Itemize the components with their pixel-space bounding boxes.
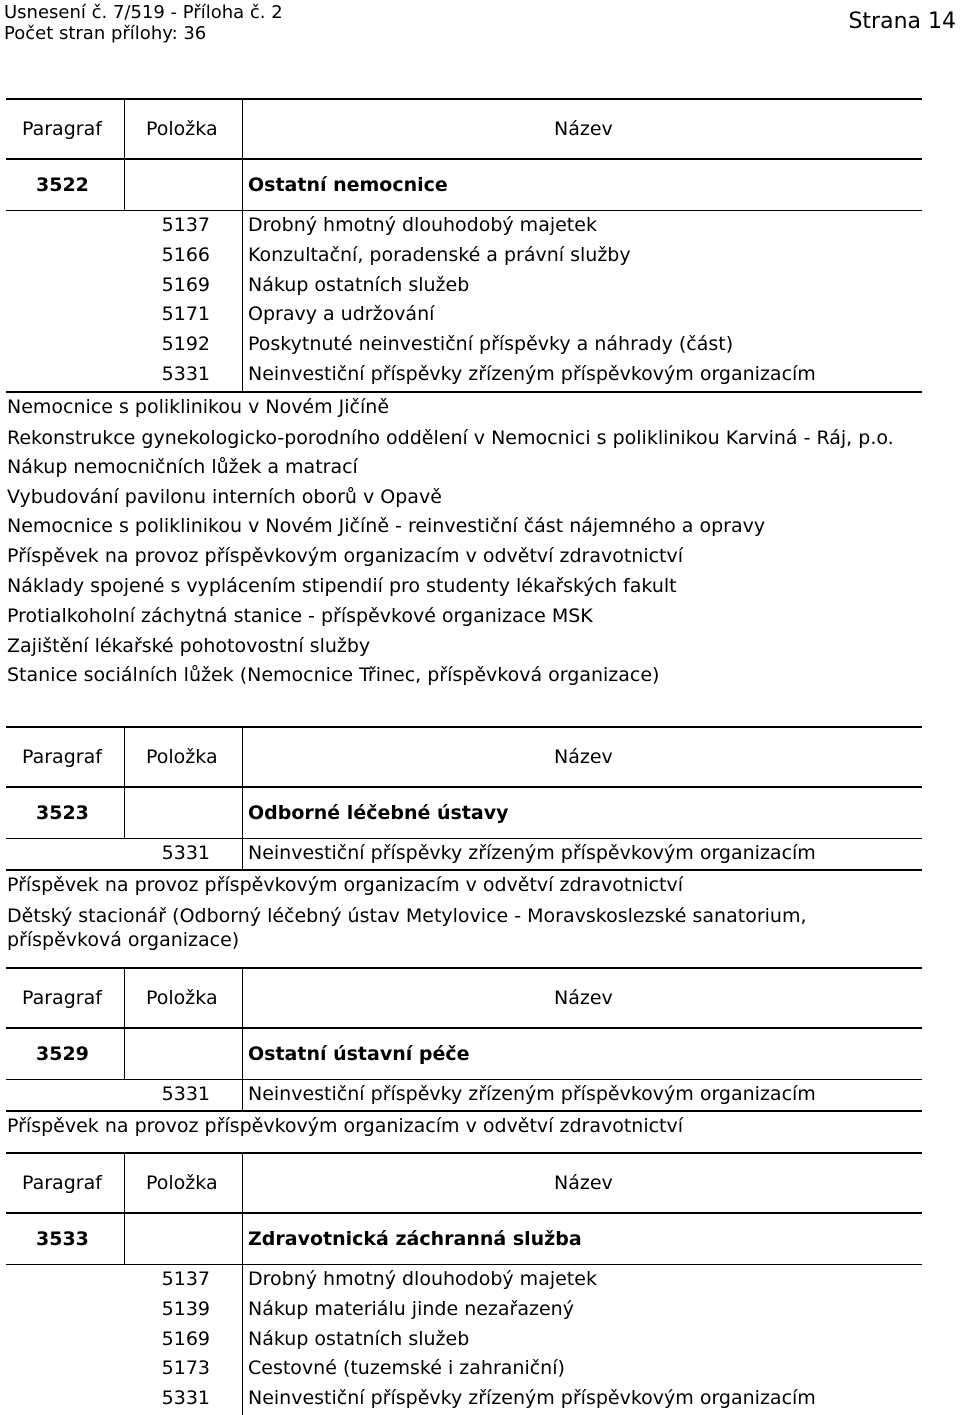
- col-paragraf: Paragraf: [22, 118, 102, 140]
- note-line: Protialkoholní záchytná stanice - příspěvkové organizace MSK: [7, 604, 593, 627]
- note-line: Náklady spojené s vyplácením stipendií pro studenty lékařských fakult: [7, 574, 677, 597]
- item-list: [6, 839, 922, 871]
- col-polozka: Položka: [146, 1172, 218, 1194]
- paragraph-row: [6, 1214, 922, 1265]
- note-line: Příspěvek na provoz příspěvkovým organizacím v odvětví zdravotnictví: [7, 545, 684, 568]
- paragraph-row: [6, 788, 922, 839]
- budget-section: [0, 967, 960, 1142]
- item-number: 5331: [161, 1083, 210, 1105]
- item-number: 5173: [161, 1357, 210, 1380]
- item-number: 5171: [161, 303, 210, 326]
- item-number: 5137: [161, 1268, 210, 1290]
- budget-section: [0, 726, 960, 955]
- item-number: 5192: [161, 333, 210, 356]
- col-paragraf: Paragraf: [22, 1172, 102, 1194]
- item-name: Opravy a udržování: [248, 303, 435, 326]
- item-row: [6, 271, 922, 301]
- item-row: [6, 300, 922, 330]
- paragraph-row: [6, 1029, 922, 1080]
- item-number: 5331: [161, 1387, 210, 1410]
- item-number: 5137: [161, 214, 210, 236]
- item-row: [6, 241, 922, 271]
- paragraph-code: 3522: [36, 174, 89, 196]
- item-name: Drobný hmotný dlouhodobý majetek: [248, 1268, 597, 1290]
- item-row: [6, 839, 922, 869]
- item-name: Poskytnuté neinvestiční příspěvky a náhrady (část): [248, 333, 734, 356]
- page-count: Počet stran přílohy: 36: [4, 23, 207, 44]
- budget-section: [0, 98, 960, 691]
- note-line: Příspěvek na provoz příspěvkovým organizacím v odvětví zdravotnictví: [7, 874, 684, 896]
- col-nazev: Název: [554, 746, 613, 768]
- paragraph-name: Ostatní nemocnice: [248, 174, 448, 196]
- note-line: Nemocnice s poliklinikou v Novém Jičíně: [7, 396, 390, 418]
- paragraph-name: Ostatní ústavní péče: [248, 1043, 470, 1065]
- item-number: 5166: [161, 243, 210, 266]
- note-list: [7, 393, 907, 691]
- item-name: Neinvestiční příspěvky zřízeným příspěvkovým organizacím: [248, 1387, 816, 1410]
- col-paragraf: Paragraf: [22, 746, 102, 768]
- note-list: [7, 871, 907, 955]
- note-line: Dětský stacionář (Odborný léčebný ústav Metylovice - Moravskoslezské sanatorium, příspěvková organizace): [7, 904, 807, 951]
- col-polozka: Položka: [146, 746, 218, 768]
- col-nazev: Název: [554, 987, 613, 1009]
- document-header: [4, 2, 283, 44]
- col-polozka: Položka: [146, 118, 218, 140]
- item-row: [6, 1080, 922, 1110]
- note-line: Nákup nemocničních lůžek a matrací: [7, 455, 358, 478]
- table-header: [6, 1152, 922, 1214]
- item-name: Neinvestiční příspěvky zřízeným příspěvkovým organizacím: [248, 1083, 816, 1105]
- note-line: Příspěvek na provoz příspěvkovým organizacím v odvětví zdravotnictví: [7, 1115, 684, 1137]
- item-name: Nákup ostatních služeb: [248, 1327, 470, 1350]
- item-row: [6, 1295, 922, 1325]
- item-name: Konzultační, poradenské a právní služby: [248, 243, 631, 266]
- resolution-reference: Usnesení č. 7/519 - Příloha č. 2: [4, 2, 283, 23]
- item-row: [6, 360, 922, 390]
- item-list: [6, 1080, 922, 1112]
- paragraph-code: 3523: [36, 802, 89, 824]
- item-list: [6, 1265, 922, 1415]
- item-row: [6, 1354, 922, 1384]
- item-name: Nákup ostatních služeb: [248, 273, 470, 296]
- note-line: Vybudování pavilonu interních oborů v Opavě: [7, 485, 442, 508]
- item-row: [6, 1384, 922, 1414]
- item-row: [6, 330, 922, 360]
- item-number: 5169: [161, 273, 210, 296]
- note-line: Stanice sociálních lůžek (Nemocnice Třinec, příspěvková organizace): [7, 664, 660, 687]
- item-name: Neinvestiční příspěvky zřízeným příspěvkovým organizacím: [248, 842, 816, 864]
- item-number: 5169: [161, 1327, 210, 1350]
- item-number: 5139: [161, 1297, 210, 1320]
- paragraph-row: [6, 160, 922, 211]
- page-number: Strana 14: [848, 9, 956, 34]
- paragraph-code: 3529: [36, 1043, 89, 1065]
- note-line: Nemocnice s poliklinikou v Novém Jičíně - reinvestiční část nájemného a opravy: [7, 515, 766, 538]
- item-name: Nákup materiálu jinde nezařazený: [248, 1297, 574, 1320]
- paragraph-name: Odborné léčebné ústavy: [248, 802, 509, 824]
- col-paragraf: Paragraf: [22, 987, 102, 1009]
- col-nazev: Název: [554, 1172, 613, 1194]
- item-name: Cestovné (tuzemské i zahraniční): [248, 1357, 565, 1380]
- table-header: [6, 967, 922, 1029]
- note-line: Zajištění lékařské pohotovostní služby: [7, 634, 371, 657]
- paragraph-code: 3533: [36, 1228, 89, 1250]
- note-list: [7, 1112, 907, 1142]
- item-name: Drobný hmotný dlouhodobý majetek: [248, 214, 597, 236]
- col-nazev: Název: [554, 118, 613, 140]
- item-number: 5331: [161, 362, 210, 385]
- item-list: [6, 211, 922, 393]
- item-row: [6, 1265, 922, 1295]
- budget-section: [0, 1152, 960, 1415]
- item-row: [6, 1325, 922, 1355]
- table-header: [6, 98, 922, 160]
- col-polozka: Položka: [146, 987, 218, 1009]
- item-name: Neinvestiční příspěvky zřízeným příspěvkovým organizacím: [248, 362, 816, 385]
- item-row: [6, 211, 922, 241]
- paragraph-name: Zdravotnická záchranná služba: [248, 1228, 582, 1250]
- item-number: 5331: [161, 842, 210, 864]
- table-header: [6, 726, 922, 788]
- note-line: Rekonstrukce gynekologicko-porodního oddělení v Nemocnici s poliklinikou Karviná - Ráj, p.o.: [7, 426, 894, 449]
